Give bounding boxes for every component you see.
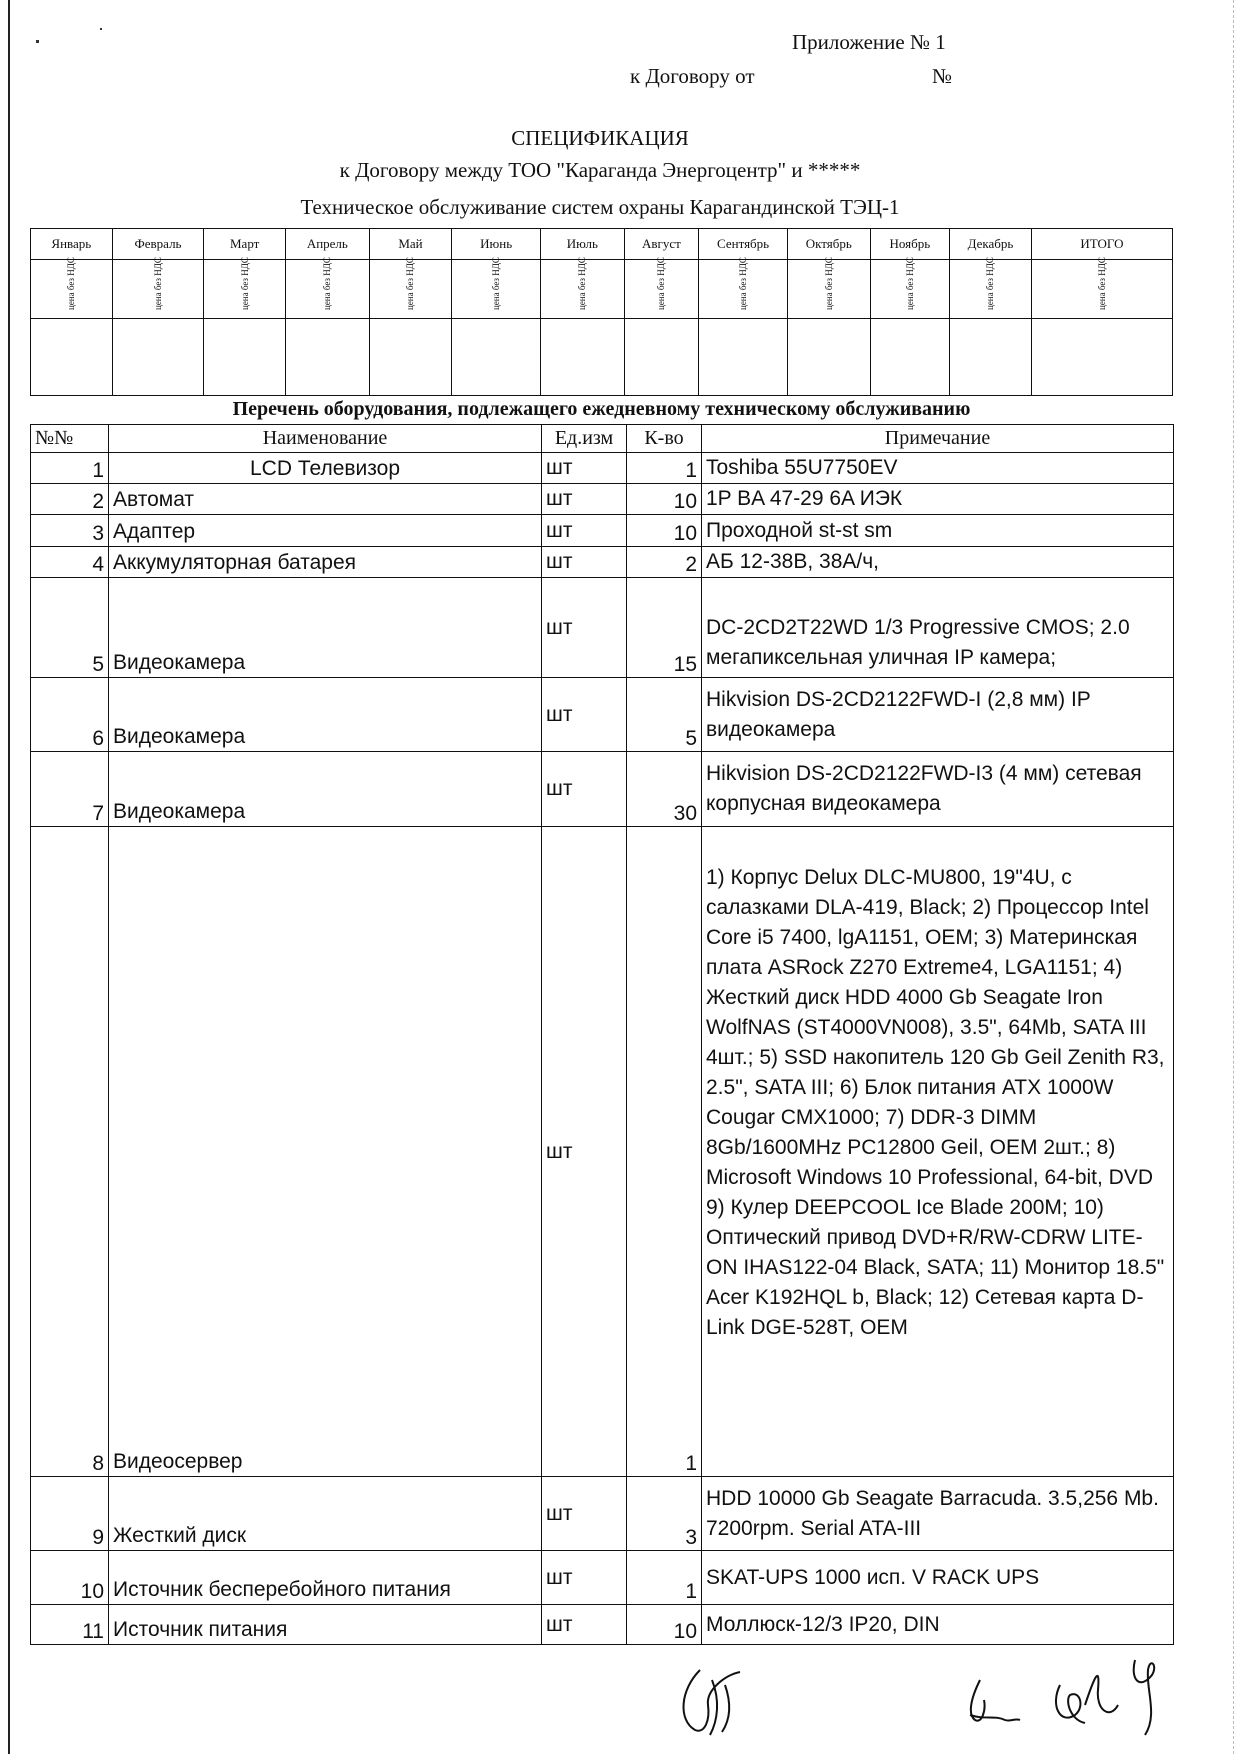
row-unit: шт <box>542 1605 627 1645</box>
price-label-cell <box>540 257 624 319</box>
price-value-cell <box>369 319 452 396</box>
equipment-header-row <box>31 425 1174 453</box>
row-num: 4 <box>31 547 109 578</box>
row-note: SKAT-UPS 1000 исп. V RACK UPS <box>702 1551 1174 1605</box>
row-unit: шт <box>542 1477 627 1551</box>
price-value-row <box>31 319 1173 396</box>
row-name: Видеокамера <box>109 678 542 752</box>
header-name: Наименование <box>109 425 542 453</box>
row-num: 5 <box>31 578 109 678</box>
row-note: АБ 12-38В, 38А/ч, <box>702 547 1174 578</box>
row-num: 11 <box>31 1605 109 1645</box>
row-num: 10 <box>31 1551 109 1605</box>
row-qty: 1 <box>627 1551 702 1605</box>
price-value-cell <box>286 319 370 396</box>
table-row <box>31 1477 1174 1551</box>
row-unit: шт <box>542 678 627 752</box>
scan-speck <box>36 40 39 43</box>
row-qty: 10 <box>627 1605 702 1645</box>
month-header: Июнь <box>452 229 541 260</box>
row-num: 7 <box>31 752 109 827</box>
row-unit: шт <box>542 827 627 1477</box>
price-label-cell <box>112 257 204 319</box>
header-unit: Ед.изм <box>542 425 627 453</box>
month-header: Сентябрь <box>699 229 788 260</box>
price-label: цена без НДС <box>656 257 667 310</box>
month-header: Февраль <box>112 229 204 260</box>
price-label-row <box>31 260 1173 319</box>
row-unit: шт <box>542 752 627 827</box>
row-name: Видеокамера <box>109 578 542 678</box>
contract-number-label: № <box>932 64 953 88</box>
row-name: Видеосервер <box>109 827 542 1477</box>
row-qty: 5 <box>627 678 702 752</box>
price-label: цена без НДС <box>823 257 834 310</box>
row-note: 1) Корпус Delux DLC-MU800, 19"4U, с салазками DLA-419, Black; 2) Процессор Intel Core i5 7400, lgA1151, OEM; 3) Материнская плата ASRock Z270 Extreme4, LGA1151; 4) Жесткий диск HDD 4000 Gb Seagate Iron WolfNAS (ST4000VN008), 3.5", 64Mb, SATA III 4шт.; 5) SSD накопитель 120 Gb Geil Zenith R3, 2.5", SATA III; 6) Блок питания ATX 1000W Cougar CMX1000; 7) DDR-3 DIMM 8Gb/1600MHz PC12800 Geil, OEM 2шт.; 8) Microsoft Windows 10 Professional, 64-bit, DVD 9) Кулер DEEPCOOL Ice Blade 200M; 10) Оптический привод DVD+R/RW-CDRW LITE-ON IHAS122-04 Black, SATA; 11) Монитор 18.5" Acer K192HQL b, Black; 12) Сетевая карта D-Link DGE-528T, OEM <box>702 827 1174 1477</box>
appendix-label: Приложение № 1 <box>792 30 946 54</box>
price-label: цена без НДС <box>904 257 915 310</box>
header-note: Примечание <box>702 425 1174 453</box>
row-qty: 30 <box>627 752 702 827</box>
monthly-cost-table <box>30 228 1173 396</box>
table-row <box>31 1551 1174 1605</box>
row-num: 6 <box>31 678 109 752</box>
signature-3 <box>1040 1645 1190 1745</box>
row-unit: шт <box>542 547 627 578</box>
price-label-cell <box>286 257 370 319</box>
scan-speck <box>100 28 102 30</box>
price-label: цена без НДС <box>577 257 588 310</box>
row-note: Hikvision DS-2CD2122FWD-I (2,8 мм) IP видеокамера <box>702 678 1174 752</box>
table-row <box>31 827 1174 1477</box>
price-value-cell <box>540 319 624 396</box>
row-num: 9 <box>31 1477 109 1551</box>
service-description: Техническое обслуживание систем охраны Карагандинской ТЭЦ-1 <box>300 195 900 219</box>
row-name: Видеокамера <box>109 752 542 827</box>
row-unit: шт <box>542 453 627 484</box>
row-num: 3 <box>31 515 109 547</box>
row-note: Toshiba 55U7750EV <box>702 453 1174 484</box>
price-label: цена без НДС <box>738 257 749 310</box>
table-row <box>31 453 1174 484</box>
price-label-cell <box>31 257 113 319</box>
total-header: ИТОГО <box>1031 229 1172 260</box>
row-qty: 10 <box>627 515 702 547</box>
row-name: Аккумуляторная батарея <box>109 547 542 578</box>
signature-1 <box>670 1660 760 1740</box>
month-header: Август <box>624 229 699 260</box>
row-qty: 3 <box>627 1477 702 1551</box>
price-label: цена без НДС <box>405 257 416 310</box>
row-qty: 10 <box>627 484 702 515</box>
month-header-row <box>31 229 1173 260</box>
price-value-cell <box>31 319 113 396</box>
price-label: цена без НДС <box>239 257 250 310</box>
price-label: цена без НДС <box>491 257 502 310</box>
row-qty: 15 <box>627 578 702 678</box>
month-header: Декабрь <box>950 229 1032 260</box>
price-value-cell <box>112 319 204 396</box>
contract-reference: к Договору от <box>630 64 755 88</box>
month-header: Ноябрь <box>870 229 950 260</box>
price-label-cell <box>787 257 870 319</box>
price-label-cell <box>452 257 541 319</box>
header-qty: К-во <box>627 425 702 453</box>
price-label: цена без НДС <box>66 257 77 310</box>
row-unit: шт <box>542 1551 627 1605</box>
equipment-list-title: Перечень оборудования, подлежащего ежедневному техническому обслуживанию <box>232 398 971 420</box>
row-name: Источник питания <box>109 1605 542 1645</box>
row-name: LCD Телевизор <box>109 453 542 484</box>
price-label: цена без НДС <box>153 257 163 310</box>
price-value-cell <box>624 319 699 396</box>
month-header: Июль <box>540 229 624 260</box>
row-qty: 1 <box>627 827 702 1477</box>
row-qty: 1 <box>627 453 702 484</box>
row-note: HDD 10000 Gb Seagate Barracuda. 3.5,256 Mb. 7200rpm. Serial ATA-III <box>702 1477 1174 1551</box>
row-unit: шт <box>542 515 627 547</box>
month-header: Октябрь <box>787 229 870 260</box>
price-label-cell <box>699 257 788 319</box>
table-row <box>31 515 1174 547</box>
row-unit: шт <box>542 484 627 515</box>
signature-2 <box>950 1660 1030 1740</box>
price-label-cell <box>950 257 1032 319</box>
row-qty: 2 <box>627 547 702 578</box>
month-header: Март <box>204 229 286 260</box>
row-note: Hikvision DS-2CD2122FWD-I3 (4 мм) сетевая корпусная видеокамера <box>702 752 1174 827</box>
price-label-cell <box>870 257 950 319</box>
price-label-cell <box>204 257 286 319</box>
row-note: DC-2CD2T22WD 1/3 Progressive CMOS; 2.0 мегапиксельная уличная IP камера; <box>702 578 1174 678</box>
row-num: 2 <box>31 484 109 515</box>
table-row <box>31 484 1174 515</box>
row-name: Адаптер <box>109 515 542 547</box>
document-title: СПЕЦИФИКАЦИЯ <box>511 126 689 150</box>
price-label: цена без НДС <box>322 257 333 310</box>
price-value-cell <box>787 319 870 396</box>
equipment-table <box>30 424 1174 1645</box>
month-header: Апрель <box>286 229 370 260</box>
row-name: Источник бесперебойного питания <box>109 1551 542 1605</box>
scan-binding-edge <box>8 0 10 1754</box>
price-label-cell <box>369 257 452 319</box>
row-note: 1P BA 47-29 6A ИЭК <box>702 484 1174 515</box>
month-header: Май <box>369 229 452 260</box>
scan-margin-marks <box>1219 0 1234 1754</box>
row-note: Моллюск-12/3 IP20, DIN <box>702 1605 1174 1645</box>
row-name: Автомат <box>109 484 542 515</box>
price-value-cell <box>870 319 950 396</box>
document-subtitle: к Договору между ТОО "Караганда Энергоцентр" и ***** <box>339 158 861 182</box>
row-note: Проходной st-st sm <box>702 515 1174 547</box>
row-num: 8 <box>31 827 109 1477</box>
table-row <box>31 678 1174 752</box>
price-value-cell <box>950 319 1032 396</box>
table-row <box>31 752 1174 827</box>
price-label: цена без НДС <box>1096 257 1107 310</box>
price-value-cell <box>452 319 541 396</box>
row-num: 1 <box>31 453 109 484</box>
table-row <box>31 1605 1174 1645</box>
month-header: Январь <box>31 229 113 260</box>
price-value-cell <box>204 319 286 396</box>
price-label-cell <box>1031 257 1172 319</box>
price-label: цена без НДС <box>985 257 996 310</box>
price-value-cell <box>1031 319 1172 396</box>
price-label-cell <box>624 257 699 319</box>
price-value-cell <box>699 319 788 396</box>
table-row <box>31 547 1174 578</box>
table-row <box>31 578 1174 678</box>
row-unit: шт <box>542 578 627 678</box>
row-name: Жесткий диск <box>109 1477 542 1551</box>
header-num: №№ <box>31 425 109 453</box>
